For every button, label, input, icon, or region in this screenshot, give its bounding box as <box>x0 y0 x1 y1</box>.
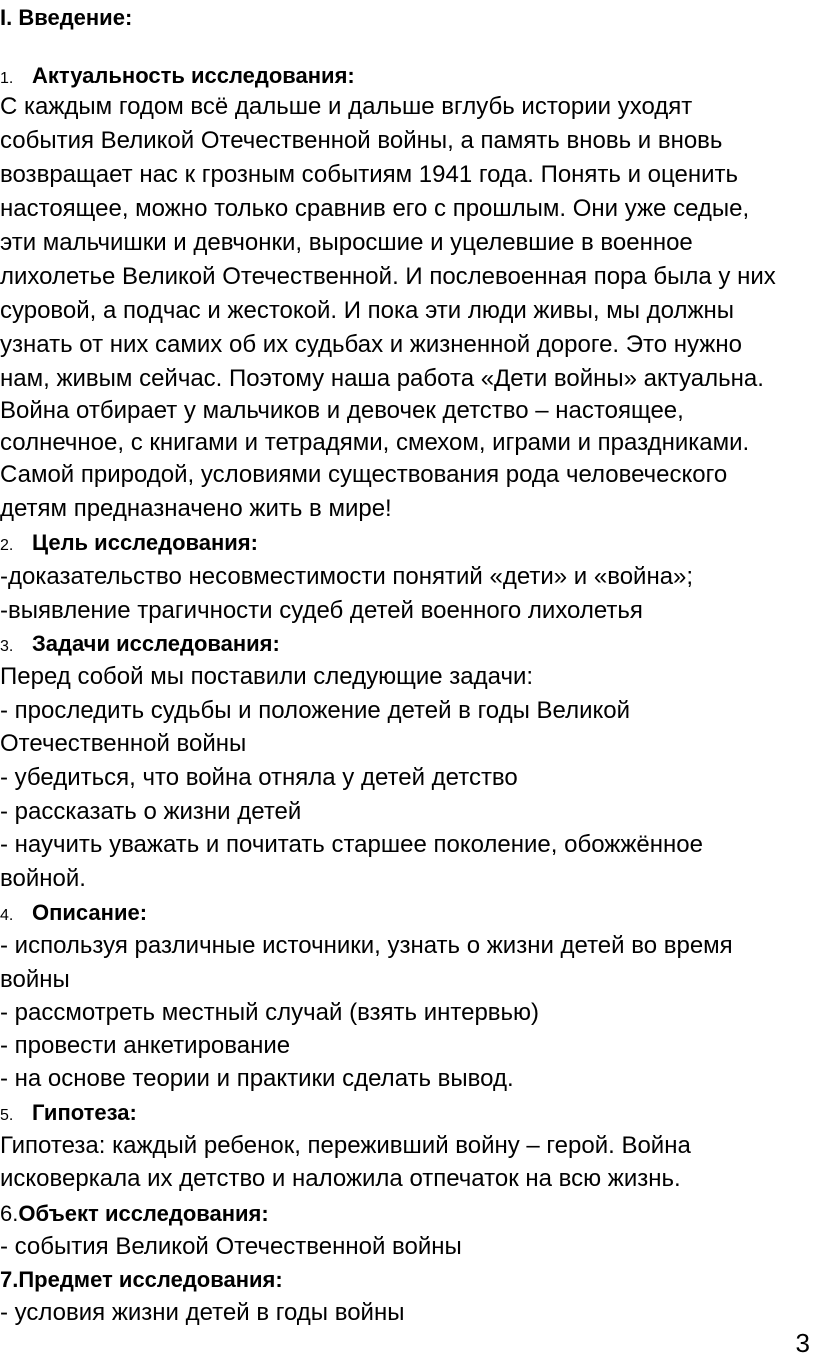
document-title: I. Введение: <box>0 5 133 30</box>
section-number: 6. <box>0 1201 19 1226</box>
section-heading-tasks <box>0 627 280 664</box>
section-number: 7. <box>0 1267 19 1292</box>
paragraph-line: - рассказать о жизни детей <box>0 798 302 825</box>
section-heading-text: Описание: <box>32 900 148 925</box>
section-number: 3. <box>0 638 14 655</box>
paragraph-line: - рассмотреть местный случай (взять интервью) <box>0 999 540 1026</box>
paragraph-line: детям предназначено жить в мире! <box>0 495 392 522</box>
paragraph-line: нам, живым сейчас. Поэтому наша работа «Дети войны» актуальна. <box>0 365 764 392</box>
section-heading-subject <box>0 1263 283 1297</box>
paragraph-line: узнать от них самих об их судьбах и жизненной дороге. Это нужно <box>0 331 742 358</box>
section-heading-text: Гипотеза: <box>32 1100 137 1125</box>
paragraph-line: - условия жизни детей в годы войны <box>0 1299 405 1326</box>
paragraph-line: - на основе теории и практики сделать вывод. <box>0 1065 514 1092</box>
paragraph-line: настоящее, можно только сравнив его с прошлым. Они уже седые, <box>0 195 750 222</box>
section-heading-object <box>0 1197 269 1231</box>
paragraph-line: Война отбирает у мальчиков и девочек детство – настоящее, <box>0 397 684 424</box>
paragraph-line: войны <box>0 966 70 993</box>
paragraph-line: солнечное, с книгами и тетрадями, смехом, играми и праздниками. <box>0 429 750 456</box>
section-number: 2. <box>0 537 14 554</box>
section-heading-text: Цель исследования: <box>32 530 258 555</box>
paragraph-line: возвращает нас к грозным событиям 1941 года. Понять и оценить <box>0 161 738 188</box>
section-heading-text: Предмет исследования: <box>18 1267 283 1292</box>
section-heading-goal <box>0 526 258 563</box>
paragraph-line: С каждым годом всё дальше и дальше вглубь истории уходят <box>0 93 693 120</box>
paragraph-line: эти мальчишки и девчонки, выросшие и уцелевшие в военное <box>0 229 693 256</box>
paragraph-line: - убедиться, что война отняла у детей детство <box>0 764 518 791</box>
paragraph-line: суровой, а подчас и жестокой. И пока эти люди живы, мы должны <box>0 297 735 324</box>
paragraph-line: события Великой Отечественной войны, а память вновь и вновь <box>0 127 723 154</box>
section-number: 1. <box>0 70 14 87</box>
section-heading-text: Объект исследования: <box>18 1201 269 1226</box>
paragraph-line: исковеркала их детство и наложила отпечаток на всю жизнь. <box>0 1165 681 1192</box>
page-number: 3 <box>795 1328 810 1358</box>
paragraph-line: - проследить судьбы и положение детей в годы Великой <box>0 697 631 724</box>
section-heading-text: Задачи исследования: <box>32 631 280 656</box>
paragraph-line: лихолетье Великой Отечественной. И послевоенная пора была у них <box>0 263 776 290</box>
paragraph-line: Перед собой мы поставили следующие задачи: <box>0 663 534 690</box>
paragraph-line: - научить уважать и почитать старшее поколение, обожжённое <box>0 831 703 858</box>
section-heading-hypothesis <box>0 1096 137 1133</box>
paragraph-line: - используя различные источники, узнать о жизни детей во время <box>0 932 733 959</box>
section-number: 5. <box>0 1107 14 1124</box>
section-heading-description <box>0 896 147 933</box>
paragraph-line: - события Великой Отечественной войны <box>0 1233 462 1260</box>
paragraph-line: Отечественной войны <box>0 730 247 757</box>
section-number: 4. <box>0 907 14 924</box>
paragraph-line: - провести анкетирование <box>0 1032 291 1059</box>
paragraph-line: Самой природой, условиями существования рода человеческого <box>0 461 728 488</box>
paragraph-line: -выявление трагичности судеб детей военного лихолетья <box>0 597 643 624</box>
paragraph-line: Гипотеза: каждый ребенок, переживший войну – герой. Война <box>0 1132 691 1159</box>
section-heading-text: Актуальность исследования: <box>32 63 355 88</box>
paragraph-line: войной. <box>0 865 86 892</box>
paragraph-line: -доказательство несовместимости понятий «дети» и «война»; <box>0 563 694 590</box>
